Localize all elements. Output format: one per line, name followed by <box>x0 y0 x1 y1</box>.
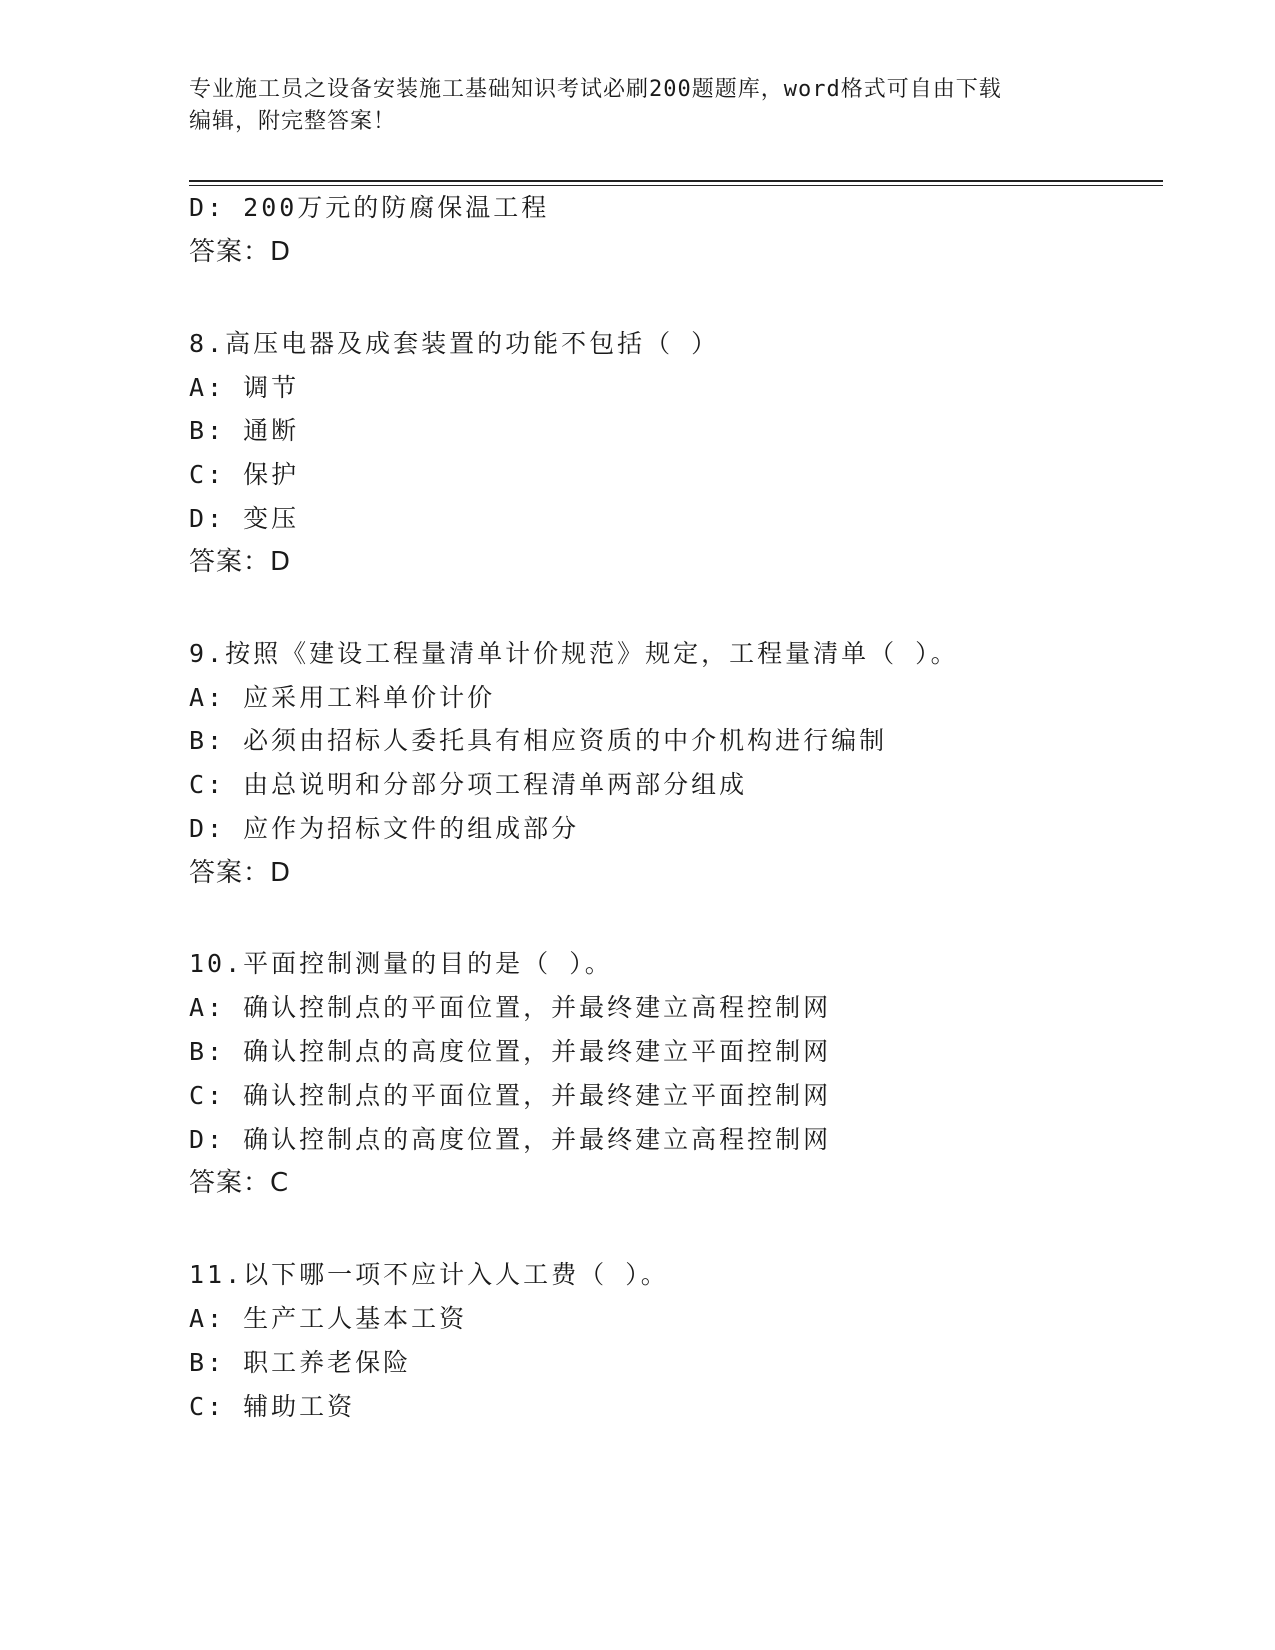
option-line: A: 生产工人基本工资 <box>189 1304 468 1333</box>
answer-line: 答案：D <box>189 237 292 267</box>
header-divider-thick <box>189 180 1163 182</box>
option-line: B: 职工养老保险 <box>189 1348 412 1377</box>
question-line: 8.高压电器及成套装置的功能不包括（ ） <box>189 329 720 358</box>
option-line: C: 保护 <box>189 460 300 489</box>
option-line: C: 辅助工资 <box>189 1392 356 1421</box>
option-line: A: 调节 <box>189 373 300 402</box>
question-line: 9.按照《建设工程量清单计价规范》规定，工程量清单（ ）。 <box>189 639 959 668</box>
answer-line: 答案：C <box>189 1168 290 1198</box>
answer-line: 答案：D <box>189 858 292 888</box>
option-line: D: 确认控制点的高度位置，并最终建立高程控制网 <box>189 1125 832 1154</box>
option-line: D: 变压 <box>189 504 300 533</box>
question-line: 10.平面控制测量的目的是（ ）。 <box>189 949 613 978</box>
option-line: B: 必须由招标人委托具有相应资质的中介机构进行编制 <box>189 726 888 755</box>
answer-line: 答案：D <box>189 547 292 577</box>
option-line: A: 应采用工料单价计价 <box>189 683 496 712</box>
option-line: B: 确认控制点的高度位置，并最终建立平面控制网 <box>189 1037 832 1066</box>
option-line: C: 确认控制点的平面位置，并最终建立平面控制网 <box>189 1081 832 1110</box>
option-line: A: 确认控制点的平面位置，并最终建立高程控制网 <box>189 993 832 1022</box>
option-line: D: 200万元的防腐保温工程 <box>189 193 550 222</box>
option-line: B: 通断 <box>189 416 300 445</box>
document-header <box>189 74 1089 138</box>
option-line: D: 应作为招标文件的组成部分 <box>189 814 580 843</box>
header-divider-thin <box>189 185 1163 186</box>
header-title-line-1: 专业施工员之设备安装施工基础知识考试必刷200题题库，word格式可自由下载 <box>189 77 1002 102</box>
header-title-line-2: 编辑，附完整答案！ <box>189 109 397 134</box>
option-line: C: 由总说明和分部分项工程清单两部分组成 <box>189 770 748 799</box>
question-line: 11.以下哪一项不应计入人工费（ ）。 <box>189 1260 669 1289</box>
